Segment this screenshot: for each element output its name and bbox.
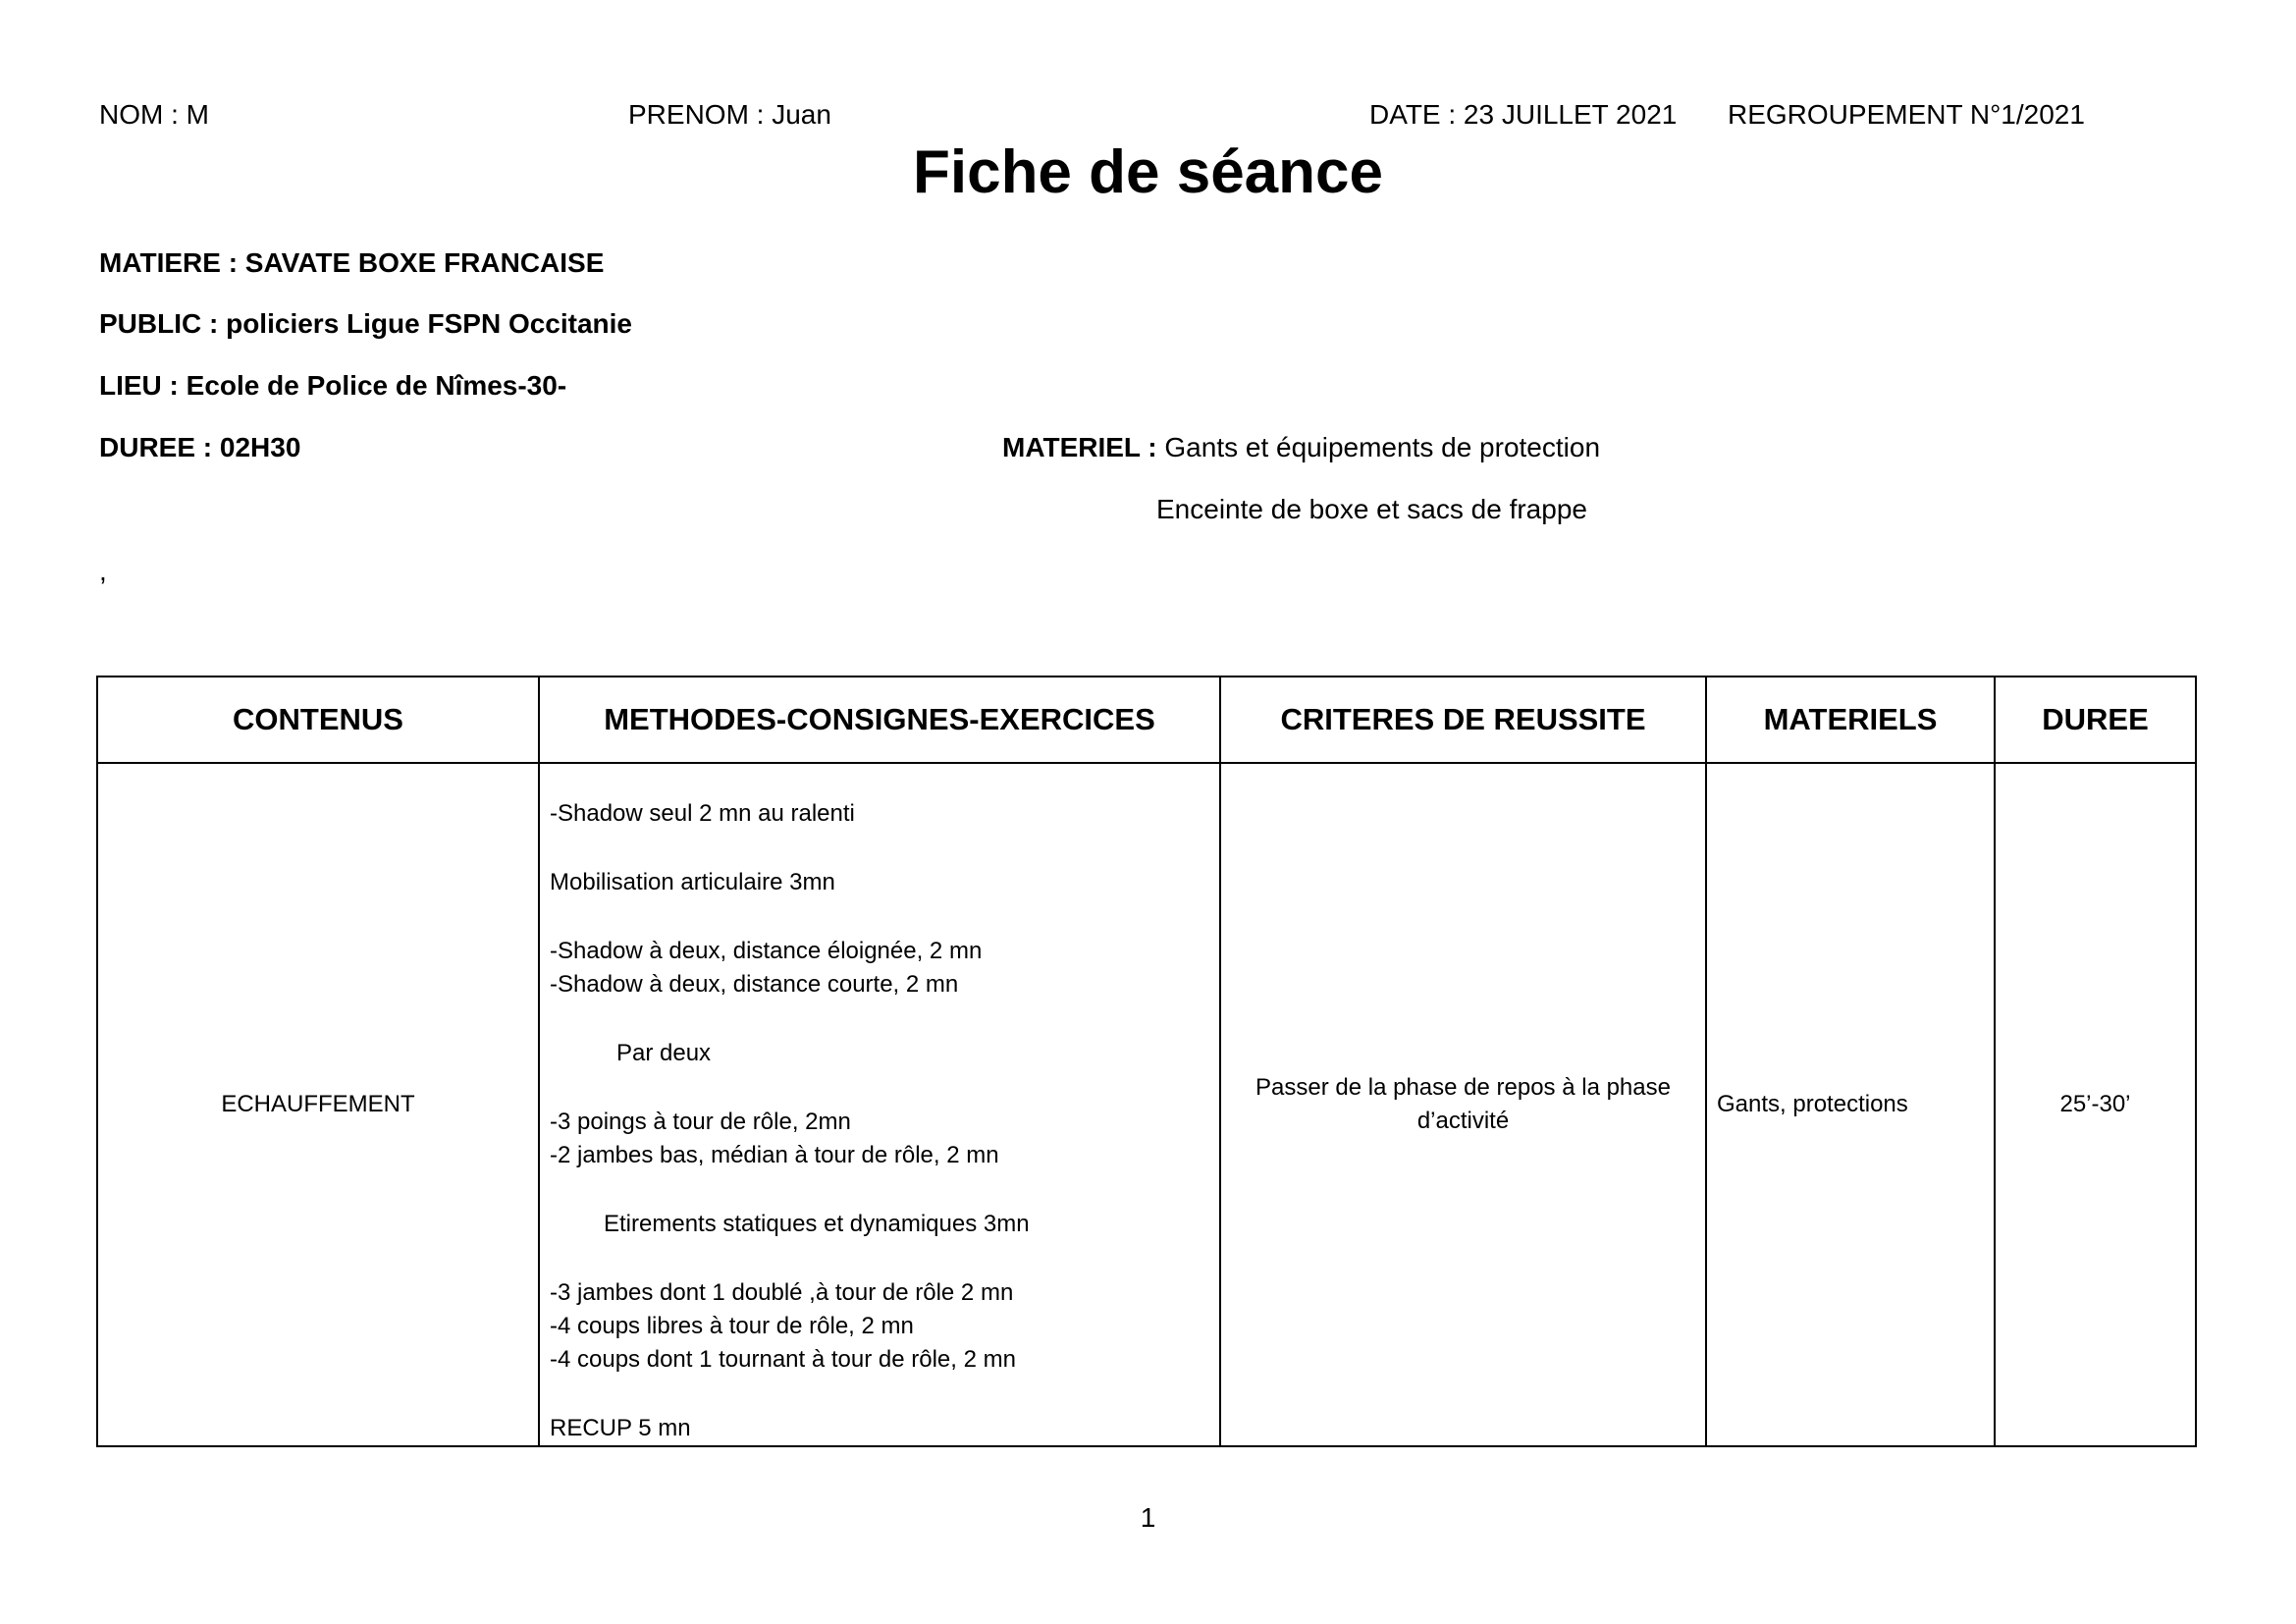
page-number: 1 [1140,1502,1156,1533]
regroupement-field: REGROUPEMENT N°1/2021 [1728,99,2085,130]
nom-field: NOM : M [99,99,209,130]
table-row [97,763,2196,1446]
exercise-line: -3 poings à tour de rôle, 2mn [550,1109,851,1135]
exercise-line: -4 coups dont 1 tournant à tour de rôle, 2 mn [550,1346,1016,1373]
header-criteres: CRITERES DE REUSSITE [1220,677,1706,763]
exercise-line: -4 coups libres à tour de rôle, 2 mn [550,1313,914,1339]
public-field: PUBLIC : policiers Ligue FSPN Occitanie [99,308,632,339]
duree-field: DUREE : 02H30 [99,432,301,462]
cell-materiels: Gants, protections [1706,763,1995,1446]
header-duree: DUREE [1995,677,2196,763]
exercise-line: -2 jambes bas, médian à tour de rôle, 2 mn [550,1142,999,1168]
header-contenus: CONTENUS [97,677,539,763]
matiere-field: MATIERE : SAVATE BOXE FRANCAISE [99,247,605,278]
cell-contenus: ECHAUFFEMENT [97,763,539,1446]
exercise-line: Etirements statiques et dynamiques 3mn [604,1211,1030,1237]
materiel-field [1002,432,1600,463]
cell-methodes [539,763,1220,1446]
lieu-field: LIEU : Ecole de Police de Nîmes-30- [99,370,567,401]
header-materiels: MATERIELS [1706,677,1995,763]
exercise-line: RECUP 5 mn [550,1415,691,1441]
cell-duree: 25’-30’ [1995,763,2196,1446]
header-methodes: METHODES-CONSIGNES-EXERCICES [539,677,1220,763]
materiel-line2: Enceinte de boxe et sacs de frappe [1156,494,1587,524]
exercise-line: Mobilisation articulaire 3mn [550,869,835,895]
exercise-line: Par deux [616,1040,712,1066]
stray-mark: , [99,556,107,586]
date-field: DATE : 23 JUILLET 2021 [1369,99,1678,130]
materiel-line1: Gants et équipements de protection [1164,432,1601,462]
exercise-line: -Shadow à deux, distance éloignée, 2 mn [550,938,983,964]
exercise-line: -Shadow à deux, distance courte, 2 mn [550,971,959,998]
page-title: Fiche de séance [912,138,1384,206]
cell-criteres: Passer de la phase de repos à la phase d’activité [1220,763,1706,1446]
exercise-line: -Shadow seul 2 mn au ralenti [550,800,855,827]
exercise-line: -3 jambes dont 1 doublé ,à tour de rôle 2 mn [550,1279,1014,1306]
materiel-label: MATERIEL : [1002,432,1157,462]
prenom-field: PRENOM : Juan [628,99,831,130]
session-table [96,676,2197,1447]
table-header-row [97,677,2196,763]
